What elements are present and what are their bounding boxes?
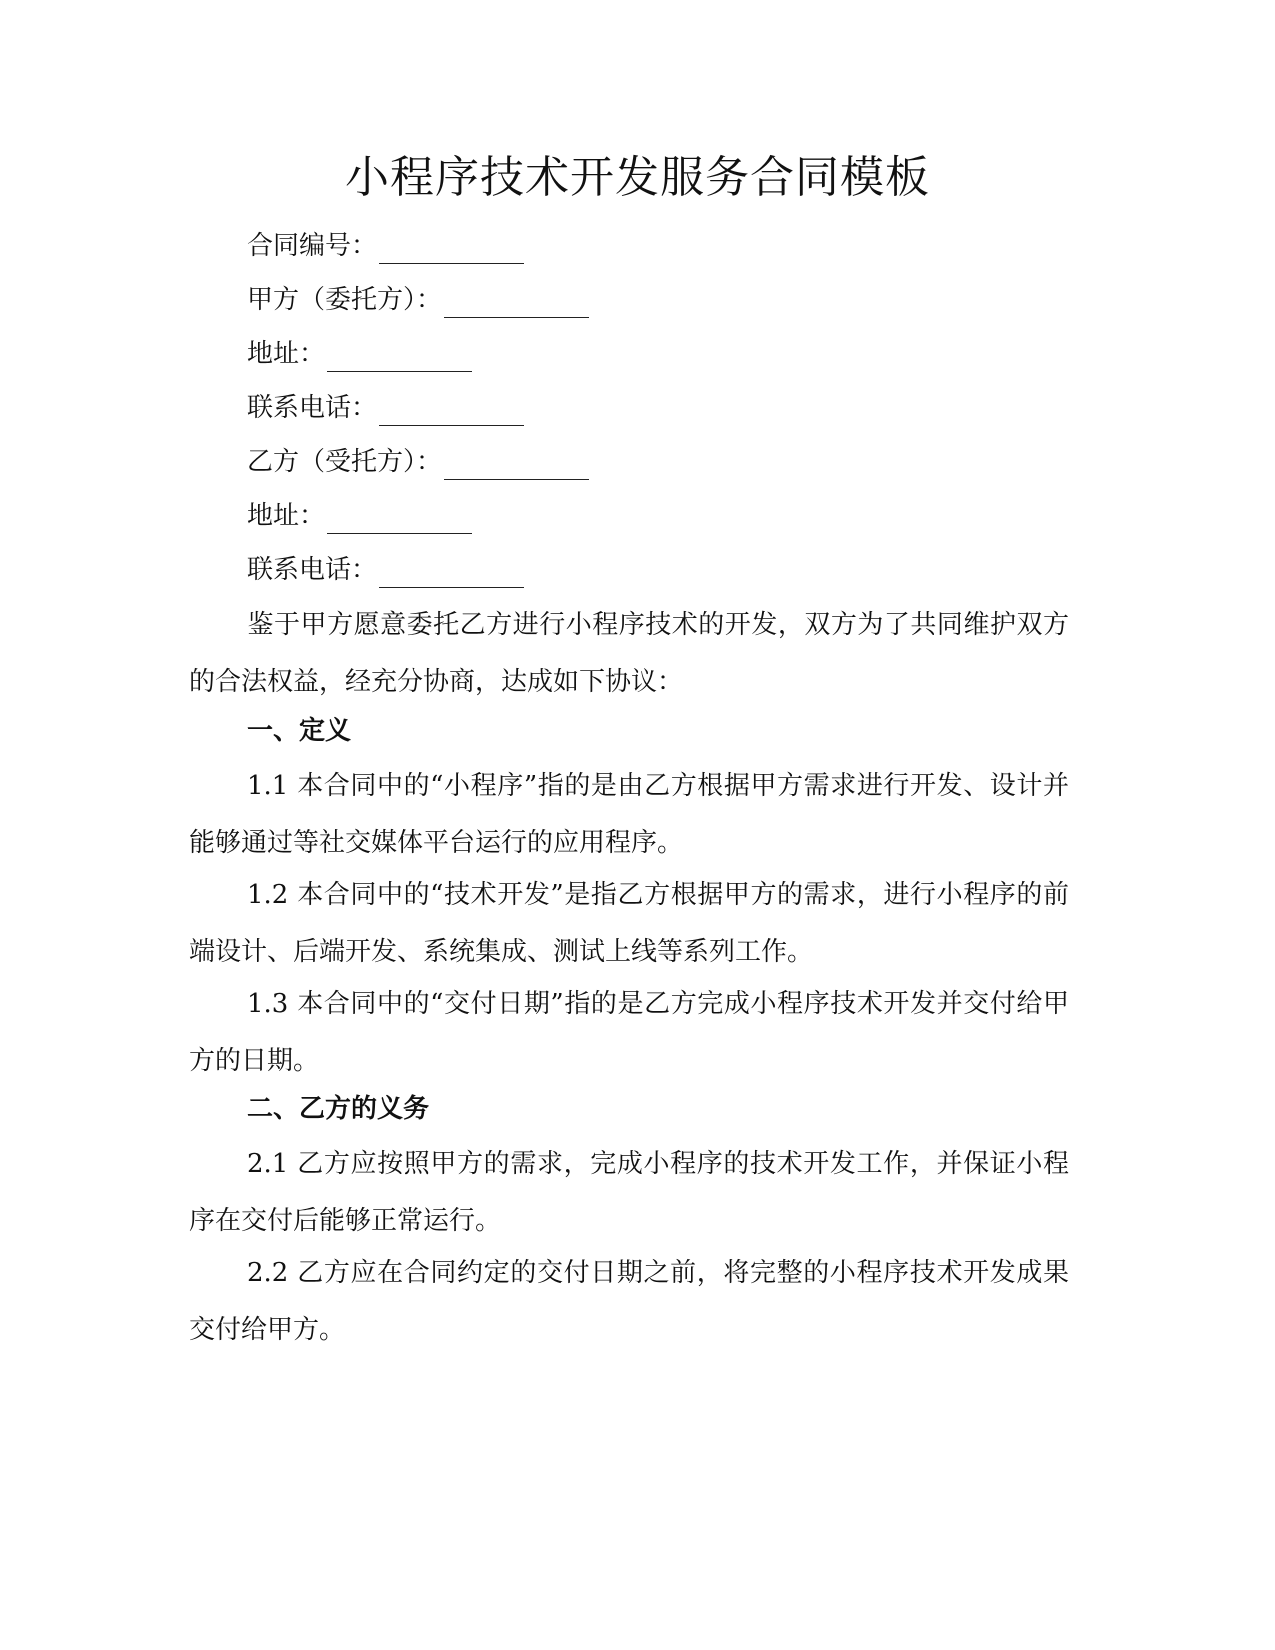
field-party-b-address xyxy=(247,498,472,534)
blank-line xyxy=(327,343,472,372)
field-label: 合同编号： xyxy=(247,231,378,261)
field-label: 地址： xyxy=(247,339,326,369)
field-party-a-address xyxy=(247,336,472,372)
field-party-b xyxy=(247,444,589,480)
field-label: 联系电话： xyxy=(247,555,378,585)
blank-line xyxy=(444,451,589,480)
field-label: 乙方（受托方）： xyxy=(247,447,443,477)
preamble-text: 鉴于甲方愿意委托乙方进行小程序技术的开发，双方为了共同维护双方的合法权益，经充分协商，达成如下协议： xyxy=(189,610,1069,697)
blank-line xyxy=(379,397,524,426)
clause-paragraph xyxy=(189,976,1069,1090)
clause-paragraph xyxy=(189,1245,1069,1359)
field-party-a-phone xyxy=(247,390,524,426)
clause-text: 1.3 本合同中的“交付日期”指的是乙方完成小程序技术开发并交付给甲方的日期。 xyxy=(189,989,1069,1076)
section-heading: 一、定义 xyxy=(247,716,352,746)
clause-paragraph xyxy=(189,758,1069,872)
blank-line xyxy=(379,559,524,588)
clause-text: 2.1 乙方应按照甲方的需求，完成小程序的技术开发工作，并保证小程序在交付后能够正常运行。 xyxy=(189,1149,1069,1236)
blank-line xyxy=(379,235,524,264)
field-label: 地址： xyxy=(247,501,326,531)
field-party-b-phone xyxy=(247,552,524,588)
field-label: 甲方（委托方）： xyxy=(247,285,443,315)
clause-paragraph xyxy=(189,867,1069,981)
clause-paragraph xyxy=(189,1136,1069,1250)
blank-line xyxy=(444,289,589,318)
clause-text: 1.1 本合同中的“小程序”指的是由乙方根据甲方需求进行开发、设计并能够通过等社交媒体平台运行的应用程序。 xyxy=(189,771,1069,858)
clause-text: 1.2 本合同中的“技术开发”是指乙方根据甲方的需求，进行小程序的前端设计、后端开发、系统集成、测试上线等系列工作。 xyxy=(189,880,1069,967)
document-title: 小程序技术开发服务合同模板 xyxy=(345,152,930,203)
clause-text: 2.2 乙方应在合同约定的交付日期之前，将完整的小程序技术开发成果交付给甲方。 xyxy=(189,1258,1069,1345)
section-heading: 二、乙方的义务 xyxy=(247,1094,430,1124)
field-label: 联系电话： xyxy=(247,393,378,423)
preamble-paragraph xyxy=(189,597,1069,711)
field-contract-number xyxy=(247,228,524,264)
blank-line xyxy=(327,505,472,534)
field-party-a xyxy=(247,282,589,318)
